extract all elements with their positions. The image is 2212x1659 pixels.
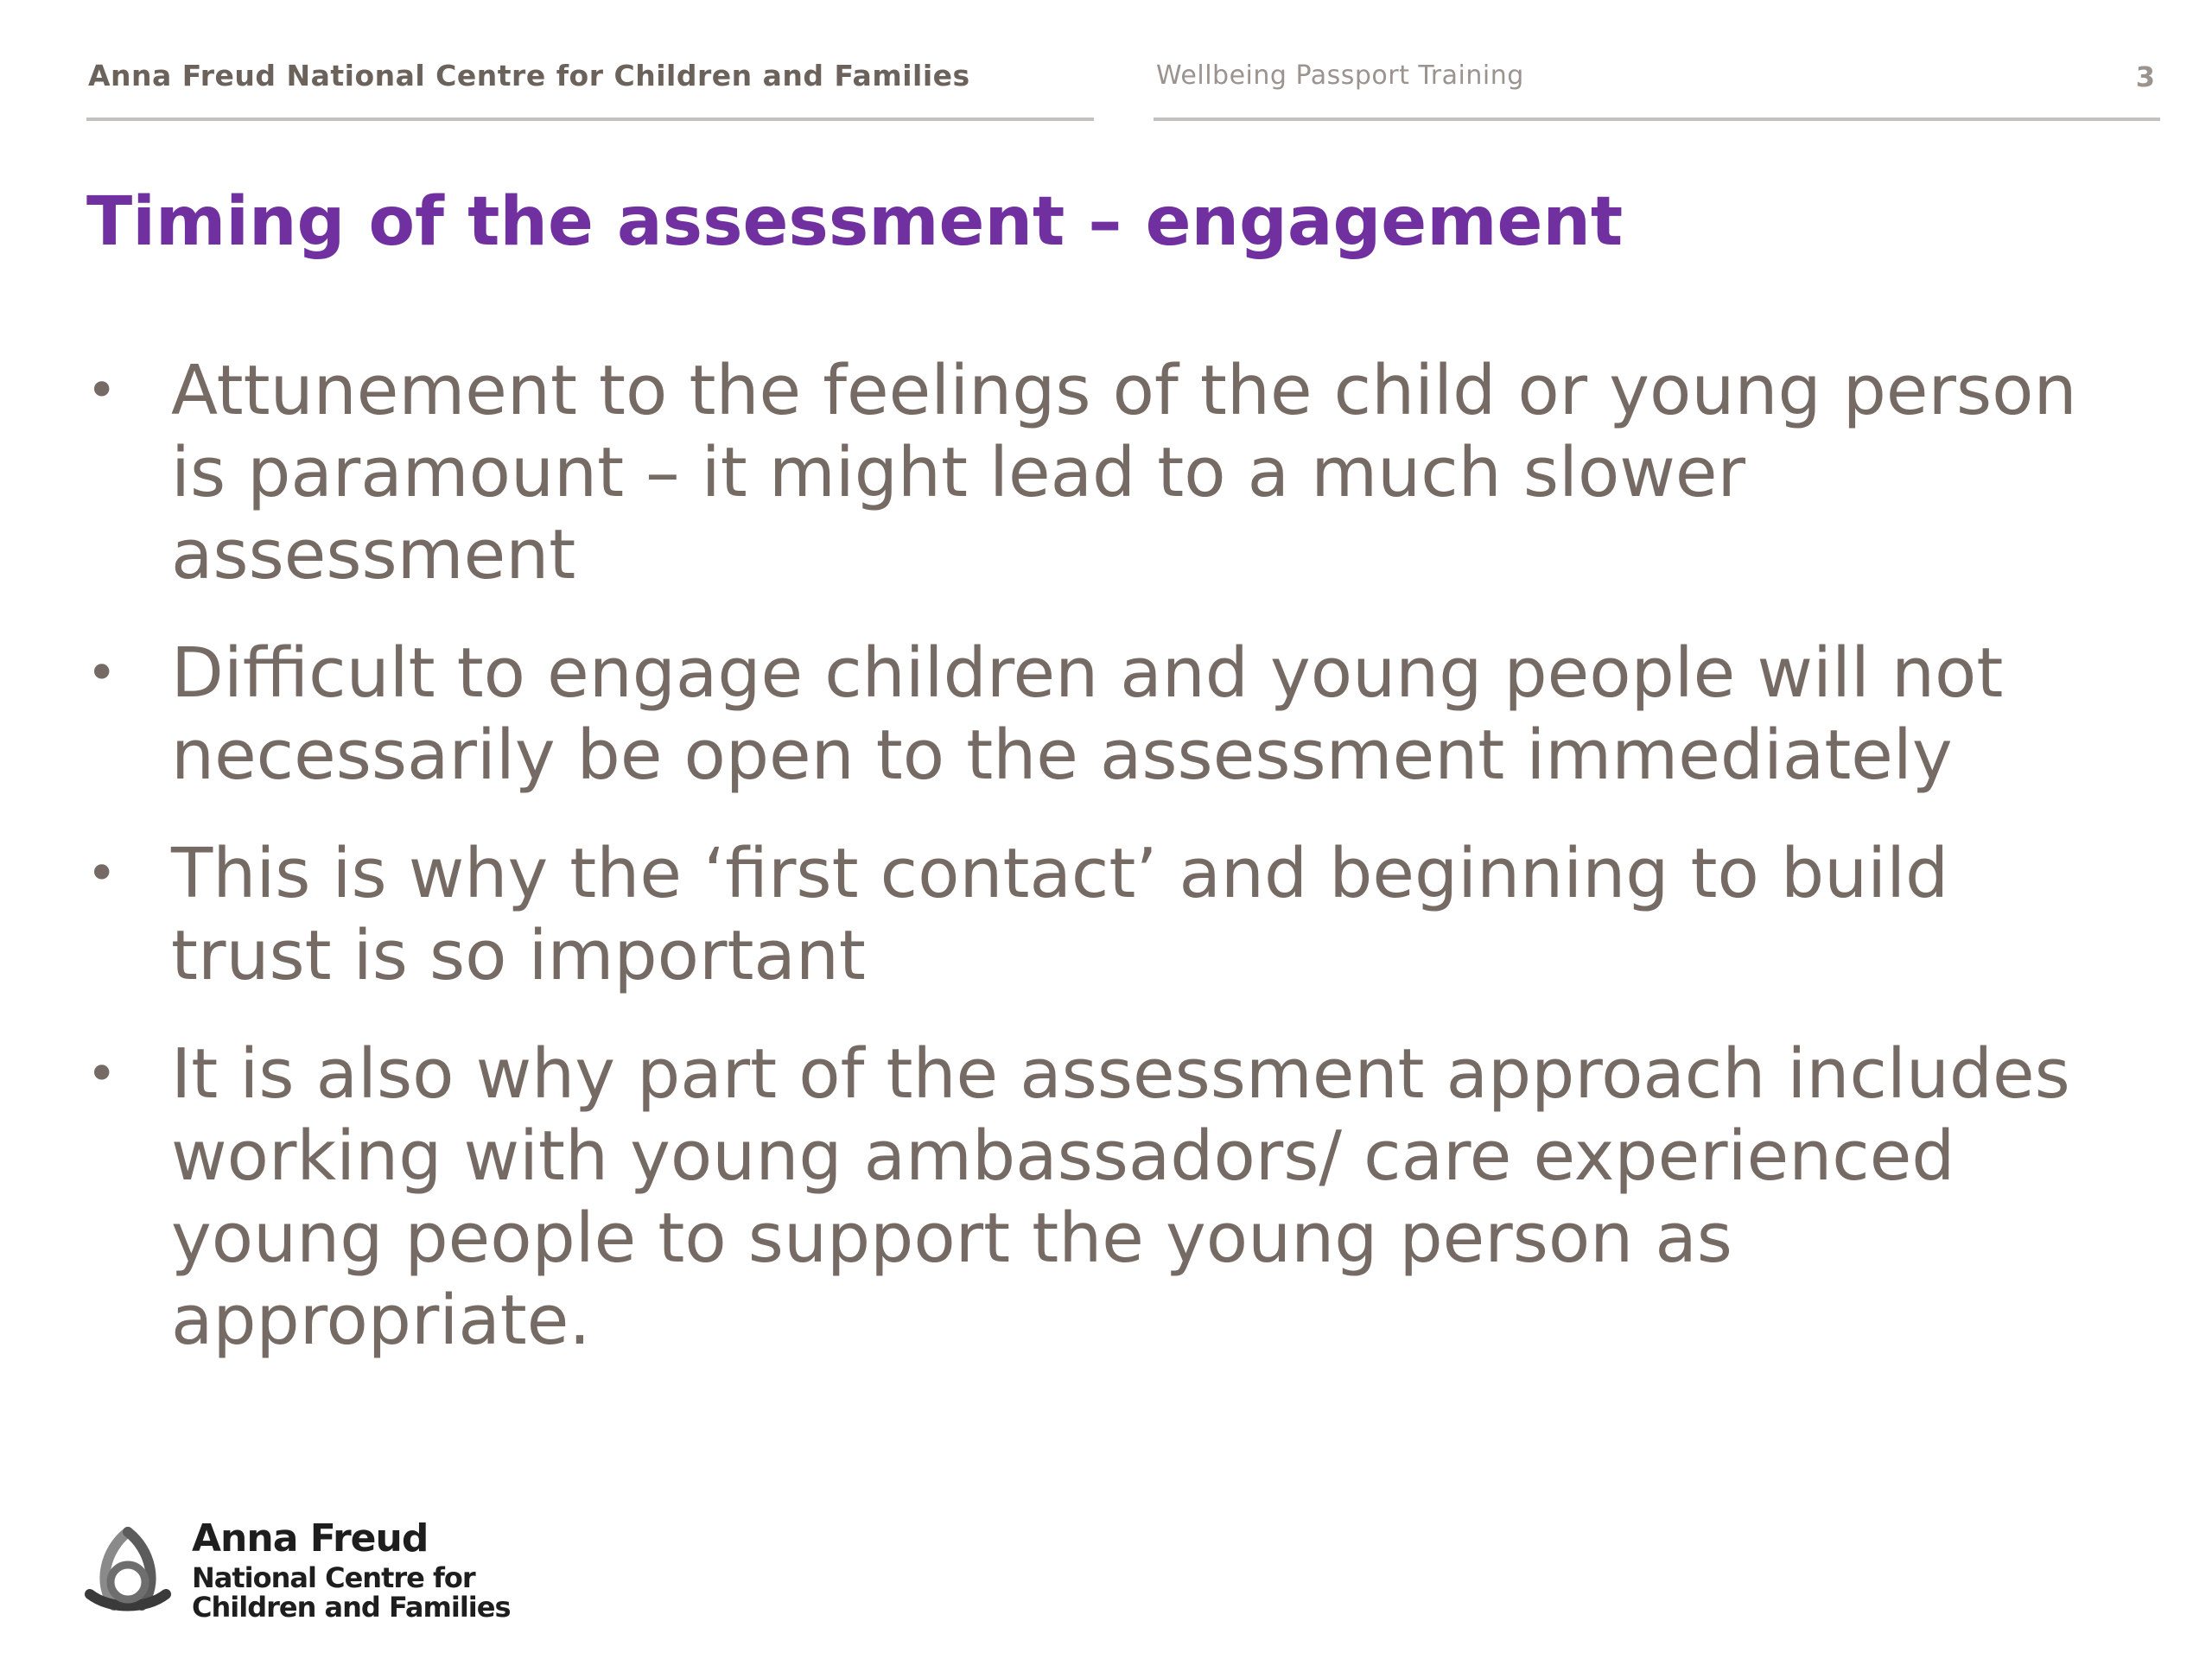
organization-logo [79, 1516, 511, 1629]
bullet-text: Attunement to the feelings of the child or young person is paramount – it might lead to a much slower assessment [171, 351, 2077, 594]
bullet-text: It is also why part of the assessment approach includes working with young ambassadors/ care experienced young people to support the young person as appropriate. [171, 1034, 2070, 1360]
bullet-list [86, 350, 2126, 1398]
logo-text-name: Anna Freud [192, 1516, 429, 1560]
header-organization: Anna Freud National Centre for Children and Families [88, 59, 970, 92]
header-divider-right [1154, 118, 2160, 121]
page-number: 3 [2135, 60, 2155, 93]
logo-text-line3: Children and Families [192, 1591, 511, 1624]
bullet-point-icon: • [86, 1044, 118, 1104]
bullet-text: This is why the ‘first contact’ and beginning to build trust is so important [171, 834, 1949, 995]
bullet-item-4 [86, 1033, 2126, 1362]
header-course-title: Wellbeing Passport Training [1156, 60, 1524, 91]
bullet-item-3 [86, 833, 2126, 997]
bullet-text: Difficult to engage children and young people will not necessarily be open to the assessment immediately [171, 633, 2004, 795]
bullet-point-icon: • [86, 643, 118, 703]
bullet-item-1 [86, 350, 2126, 596]
slide-title: Timing of the assessment – engagement [86, 183, 1624, 261]
header-divider-left [86, 118, 1094, 121]
bullet-item-2 [86, 632, 2126, 797]
logo-text-line2: National Centre for [192, 1561, 475, 1594]
bullet-point-icon: • [86, 360, 118, 421]
bullet-point-icon: • [86, 843, 118, 904]
triquetra-logo-icon [79, 1523, 176, 1620]
